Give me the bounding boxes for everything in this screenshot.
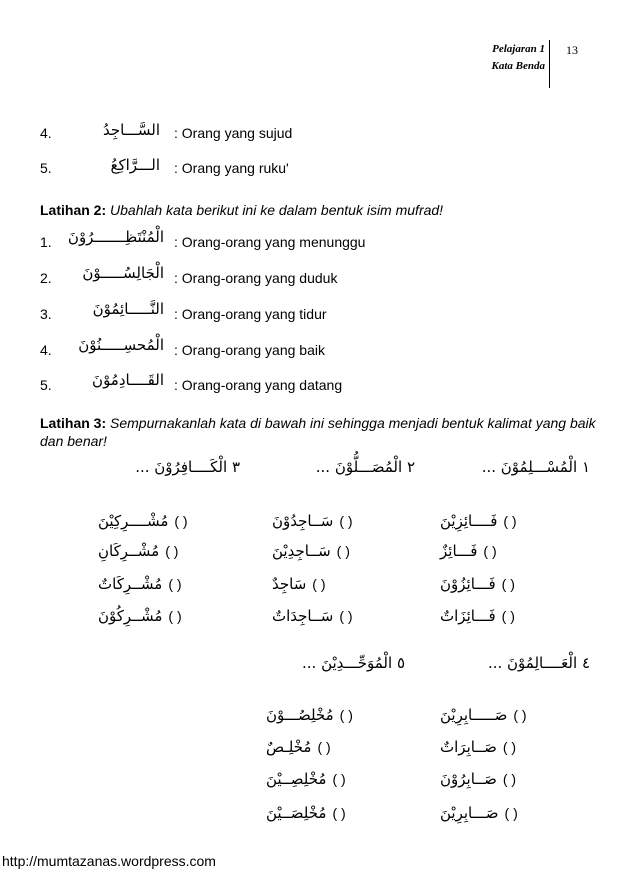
choice-word: صَـــــابِرِيْنَ	[440, 706, 508, 724]
choice-word: فَــــائِزِيْنَ	[440, 512, 498, 530]
exercise-head-3: ٣ الْكَــــافِرُوْنَ ...	[135, 458, 240, 476]
choice-option[interactable]	[272, 512, 353, 530]
choice-option[interactable]	[440, 706, 527, 724]
latihan-instruction: Sempurnakanlah kata di bawah ini sehingga menjadi bentuk kalimat yang baik	[110, 415, 596, 431]
choice-option[interactable]	[266, 804, 346, 822]
header-divider	[549, 40, 550, 88]
exercise-head-5: ٥ الْمُوَحِّـــدِيْنَ ...	[302, 654, 405, 672]
item-number: 3.	[40, 306, 52, 322]
choice-word: فَـــائِزٌ	[440, 542, 478, 560]
choice-option[interactable]	[272, 575, 326, 593]
choice-option[interactable]	[98, 607, 182, 625]
word-meaning: : Orang yang ruku'	[174, 160, 289, 176]
word-meaning: : Orang-orang yang baik	[174, 342, 325, 358]
page-number: 13	[566, 43, 578, 57]
arabic-word: الْمُنْتَظِـــــــرُوْنَ	[67, 228, 164, 246]
item-number: 5.	[40, 377, 52, 393]
arabic-word: الـــرَّاكِعُ	[110, 156, 160, 174]
latihan-3-heading	[40, 414, 600, 450]
answer-box[interactable]: ( )	[483, 543, 497, 559]
answer-box[interactable]: ( )	[502, 739, 517, 755]
answer-box[interactable]: ( )	[168, 576, 182, 592]
source-url: http://mumtazanas.wordpress.com	[2, 853, 216, 869]
arabic-word: النَّـــــائِمُوْنَ	[92, 300, 164, 318]
answer-box[interactable]: ( )	[339, 608, 353, 624]
word-meaning: : Orang yang sujud	[174, 125, 293, 141]
answer-box[interactable]: ( )	[317, 739, 331, 755]
arabic-word: القَــــادِمُوْنَ	[92, 371, 164, 389]
item-number: 2.	[40, 270, 52, 286]
choice-word: مُشْــرِكُوْنَ	[98, 607, 163, 625]
choice-option[interactable]	[272, 607, 353, 625]
answer-box[interactable]: ( )	[168, 608, 182, 624]
item-number: 1.	[40, 234, 52, 250]
choice-word: سَــاجِدَاتٌ	[272, 607, 334, 625]
choice-option[interactable]	[266, 770, 346, 788]
choice-word: مُخْلِصَــيْنَ	[266, 804, 327, 822]
choice-option[interactable]	[440, 575, 515, 593]
answer-box[interactable]: ( )	[502, 771, 517, 787]
word-meaning: : Orang-orang yang menunggu	[174, 234, 366, 250]
answer-box[interactable]: ( )	[165, 543, 179, 559]
answer-box[interactable]: ( )	[501, 608, 515, 624]
choice-option[interactable]	[98, 542, 178, 560]
answer-box[interactable]: ( )	[501, 576, 515, 592]
choice-word: فَـــائِزُوْنَ	[440, 575, 496, 593]
item-number: 5.	[40, 160, 52, 176]
choice-word: سَاجِدٌ	[272, 575, 307, 593]
lesson-subtitle: Kata Benda	[491, 60, 545, 72]
exercise-head-4: ٤ الْعَــــالِمُوْنَ ...	[487, 654, 590, 672]
choice-option[interactable]	[272, 542, 350, 560]
choice-word: مُخْلِصِــيْنَ	[266, 770, 327, 788]
choice-option[interactable]	[440, 804, 518, 822]
choice-word: مُشْــرِكَاتٌ	[98, 575, 163, 593]
choice-word: سَــاجِدُوْنَ	[272, 512, 334, 530]
choice-option[interactable]	[266, 738, 331, 756]
choice-word: فَـــائِزَاتٌ	[440, 607, 496, 625]
answer-box[interactable]: ( )	[332, 805, 346, 821]
item-number: 4.	[40, 125, 52, 141]
answer-box[interactable]: ( )	[513, 707, 527, 723]
latihan-instruction-cont: dan benar!	[40, 433, 107, 449]
exercise-head-2: ٢ الْمُصَـــلُّوْنَ ...	[315, 458, 415, 476]
exercise-head-1: ١ الْمُسْـــلِمُوْنَ ...	[481, 458, 590, 476]
choice-word: مُشْــــرِكِيْنَ	[98, 512, 169, 530]
answer-box[interactable]: ( )	[503, 513, 517, 529]
word-meaning: : Orang-orang yang tidur	[174, 306, 327, 322]
choice-word: مُشْــرِكَانِ	[98, 542, 160, 560]
answer-box[interactable]: ( )	[336, 543, 350, 559]
answer-box[interactable]: ( )	[174, 513, 188, 529]
choice-option[interactable]	[440, 542, 497, 560]
latihan-label: Latihan 3:	[40, 415, 107, 431]
choice-option[interactable]	[98, 512, 188, 530]
answer-box[interactable]: ( )	[339, 513, 353, 529]
choice-word: صَـــابِرِيْنَ	[440, 804, 499, 822]
choice-option[interactable]	[266, 706, 353, 724]
answer-box[interactable]: ( )	[339, 707, 353, 723]
answer-box[interactable]: ( )	[312, 576, 326, 592]
choice-word: صَــابِرَاتٌ	[440, 738, 497, 756]
word-meaning: : Orang-orang yang datang	[174, 377, 343, 393]
arabic-word: الْمُحسِـــــنُوْنَ	[78, 336, 164, 354]
choice-option[interactable]	[98, 575, 182, 593]
latihan-2-heading	[40, 201, 600, 219]
choice-option[interactable]	[440, 607, 515, 625]
choice-word: مُخْلِصُـــوْنَ	[266, 706, 334, 724]
answer-box[interactable]: ( )	[332, 771, 346, 787]
item-number: 4.	[40, 342, 52, 358]
choice-option[interactable]	[440, 770, 516, 788]
choice-word: سَــاجِدِيْنَ	[272, 542, 331, 560]
choice-word: مُخْلِـصٌ	[266, 738, 312, 756]
lesson-title: Pelajaran 1	[492, 43, 545, 55]
arabic-word: الْجَالِسُـــــوْنَ	[82, 264, 164, 282]
latihan-instruction: Ubahlah kata berikut ini ke dalam bentuk isim mufrad!	[110, 202, 444, 218]
choice-option[interactable]	[440, 512, 517, 530]
arabic-word: السَّـــاجِدُ	[102, 121, 160, 139]
choice-word: صَــابِرُوْنَ	[440, 770, 497, 788]
word-meaning: : Orang-orang yang duduk	[174, 270, 338, 286]
answer-box[interactable]: ( )	[504, 805, 518, 821]
choice-option[interactable]	[440, 738, 516, 756]
latihan-label: Latihan 2:	[40, 202, 107, 218]
